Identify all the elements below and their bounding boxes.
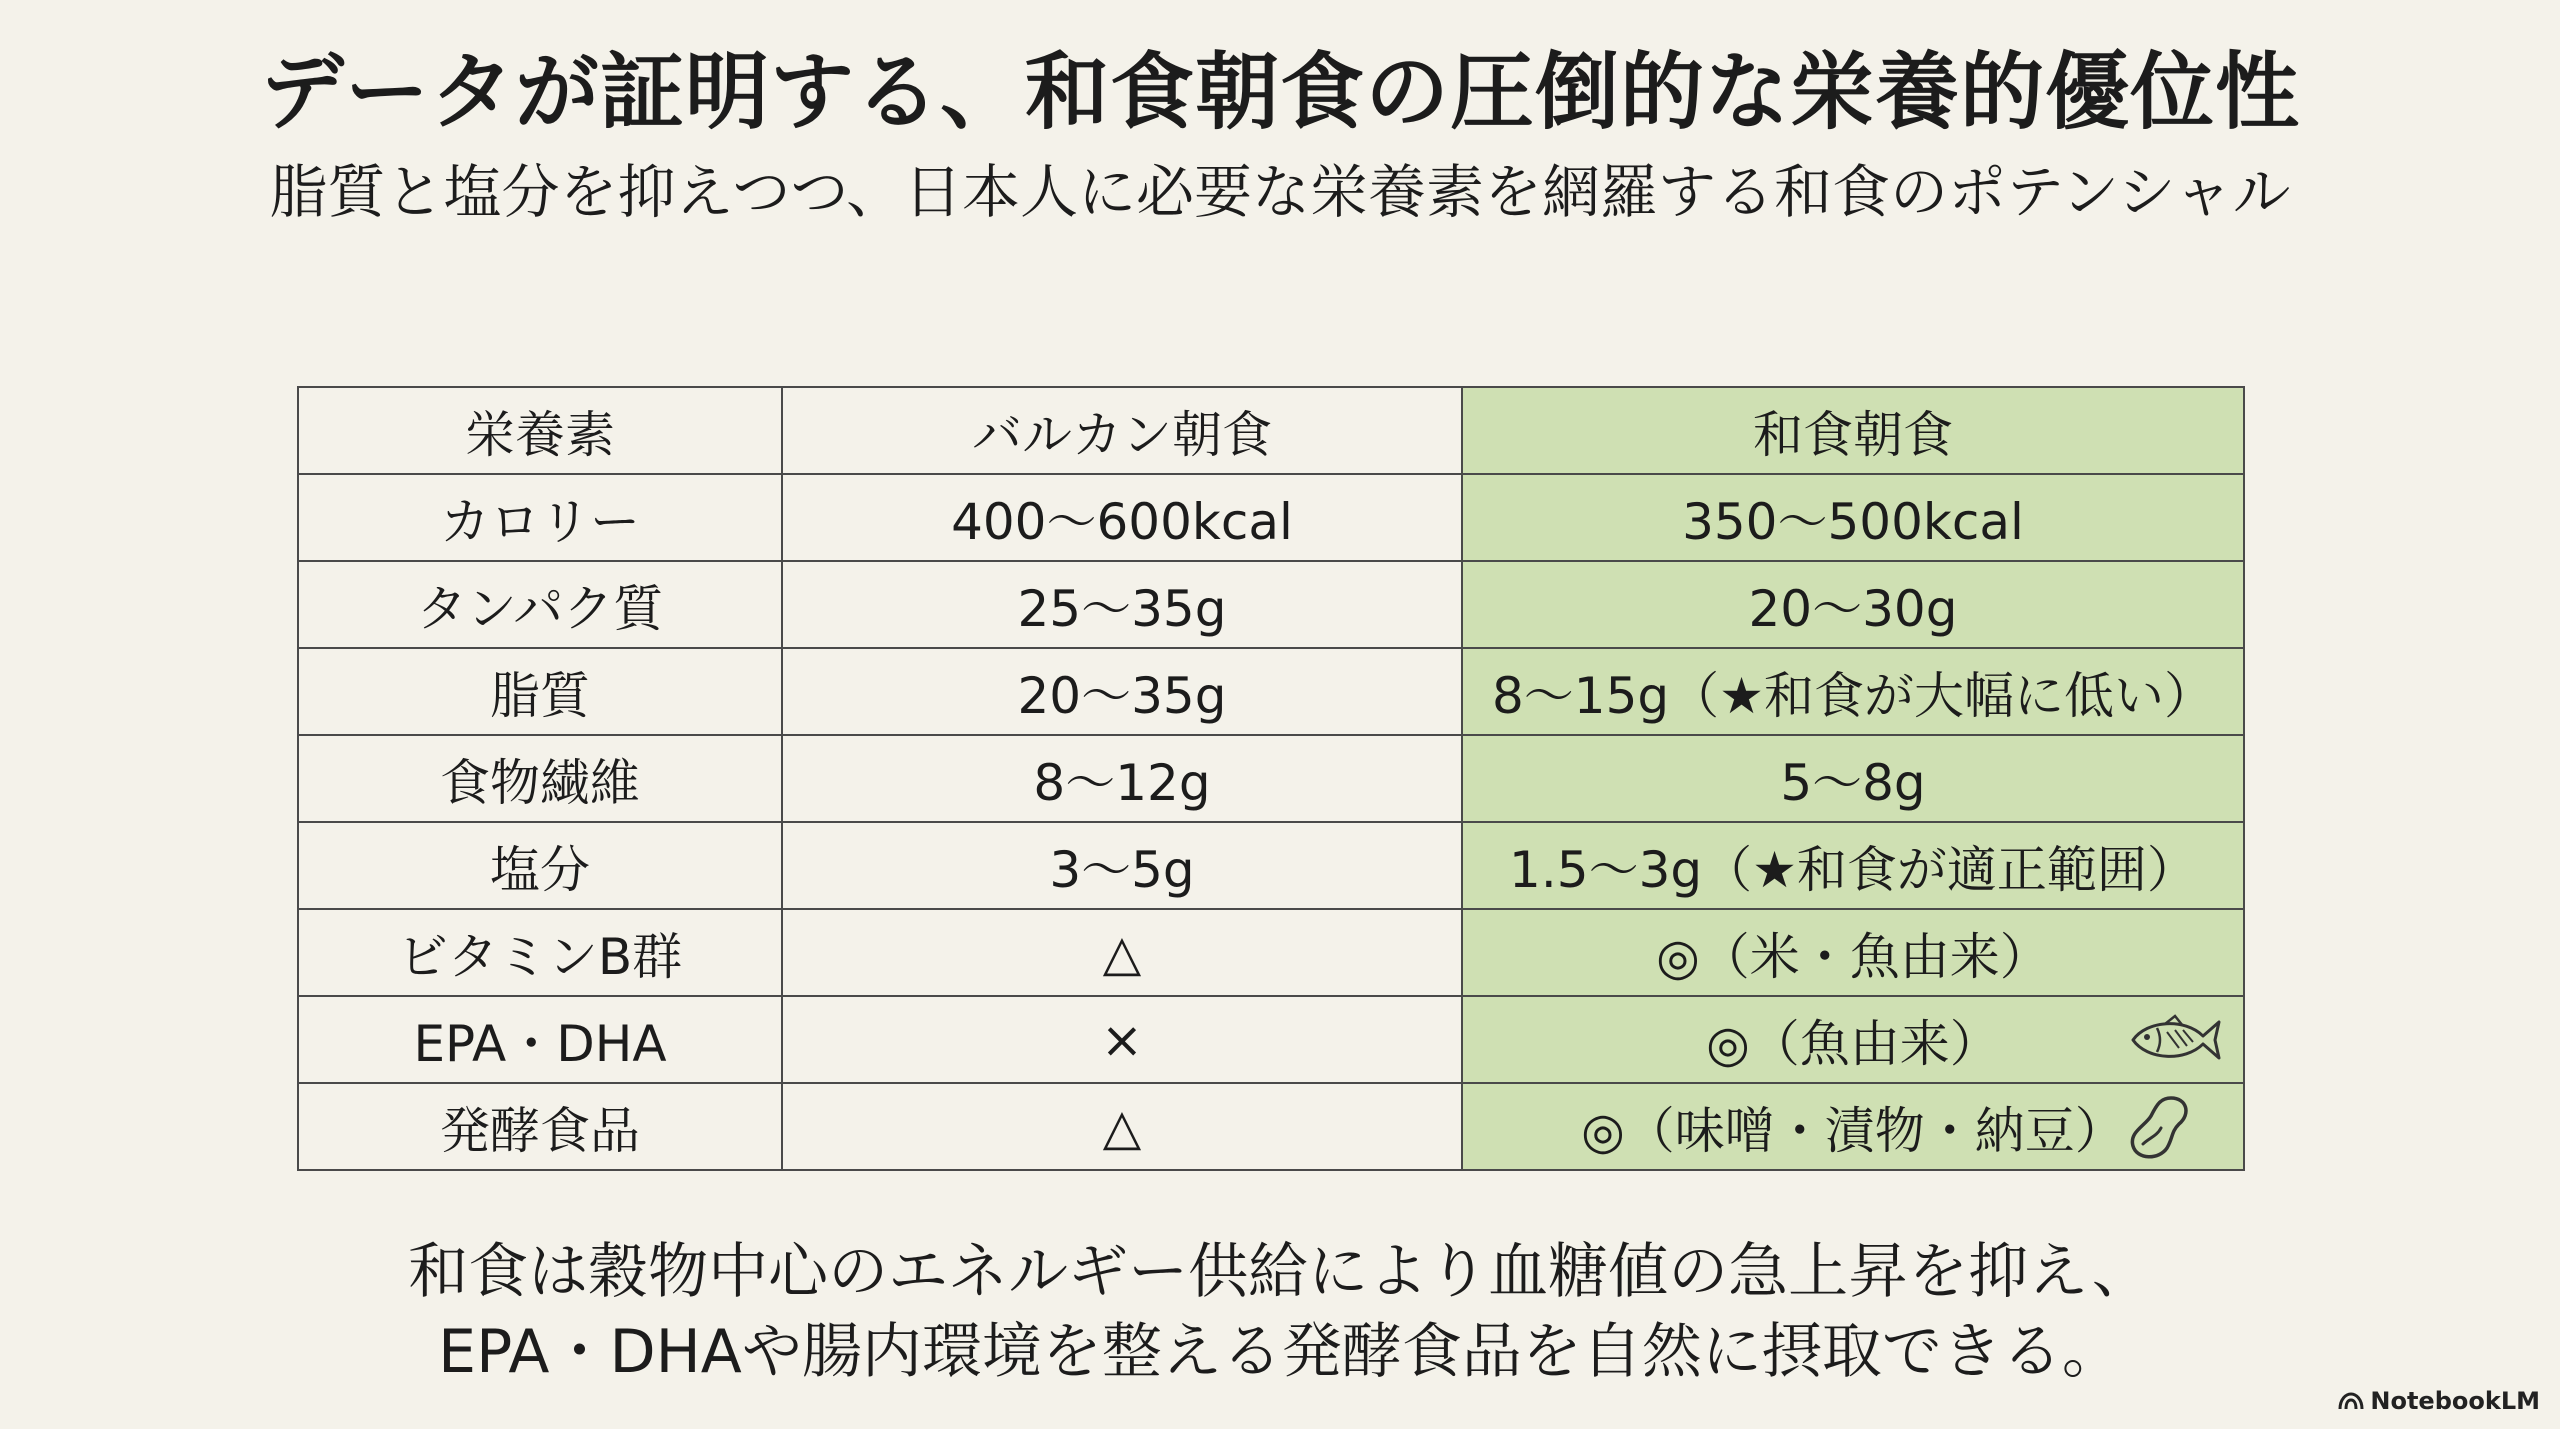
header-balkan-breakfast: バルカン朝食 (782, 387, 1462, 474)
japanese-value: ◎（米・魚由来） (1462, 909, 2244, 996)
table-row (298, 735, 2244, 822)
japanese-value-text: ◎（魚由来） (1706, 1014, 2000, 1073)
page-subtitle: 脂質と塩分を抑えつつ、日本人に必要な栄養素を網羅する和食のポテンシャル (269, 158, 2291, 226)
japanese-value: 5〜8g (1462, 735, 2244, 822)
table-row (298, 996, 2244, 1083)
balkan-value: 400〜600kcal (782, 474, 1462, 561)
brand-watermark (2338, 1387, 2540, 1415)
balkan-value: 25〜35g (782, 561, 1462, 648)
row-label: 塩分 (298, 822, 782, 909)
japanese-value: 350〜500kcal (1462, 474, 2244, 561)
japanese-value (1462, 996, 2244, 1083)
brand-label: NotebookLM (2370, 1387, 2540, 1415)
bean-icon (2127, 1092, 2193, 1162)
footer-line-2: EPA・DHAや腸内環境を整える発酵食品を自然に摂取できる。 (438, 1317, 2122, 1387)
table-row (298, 1083, 2244, 1170)
row-label: 発酵食品 (298, 1083, 782, 1170)
footer-summary (0, 1232, 2560, 1392)
japanese-value: 8〜15g（★和食が大幅に低い） (1462, 648, 2244, 735)
row-label: ビタミンB群 (298, 909, 782, 996)
header-japanese-breakfast: 和食朝食 (1462, 387, 2244, 474)
table-row (298, 822, 2244, 909)
balkan-value: × (782, 996, 1462, 1083)
balkan-value: 20〜35g (782, 648, 1462, 735)
table-header-row (298, 387, 2244, 474)
japanese-value: 1.5〜3g（★和食が適正範囲） (1462, 822, 2244, 909)
table-row (298, 561, 2244, 648)
balkan-value: △ (782, 1083, 1462, 1170)
header-nutrient: 栄養素 (298, 387, 782, 474)
table-row (298, 648, 2244, 735)
table-row (298, 909, 2244, 996)
notebooklm-logo-icon (2338, 1391, 2364, 1411)
row-label: 脂質 (298, 648, 782, 735)
fish-icon (2125, 1012, 2225, 1068)
japanese-value (1462, 1083, 2244, 1170)
row-label: EPA・DHA (298, 996, 782, 1083)
balkan-value: 8〜12g (782, 735, 1462, 822)
row-label: カロリー (298, 474, 782, 561)
footer-line-1: 和食は穀物中心のエネルギー供給により血糖値の急上昇を抑え、 (408, 1237, 2152, 1307)
japanese-value-text: ◎（味噌・漬物・納豆） (1581, 1101, 2125, 1160)
balkan-value: 3〜5g (782, 822, 1462, 909)
page-title: データが証明する、和食朝食の圧倒的な栄養的優位性 (259, 43, 2300, 141)
balkan-value: △ (782, 909, 1462, 996)
nutrition-comparison-table (297, 386, 2245, 1171)
row-label: タンパク質 (298, 561, 782, 648)
japanese-value: 20〜30g (1462, 561, 2244, 648)
row-label: 食物繊維 (298, 735, 782, 822)
table-row (298, 474, 2244, 561)
